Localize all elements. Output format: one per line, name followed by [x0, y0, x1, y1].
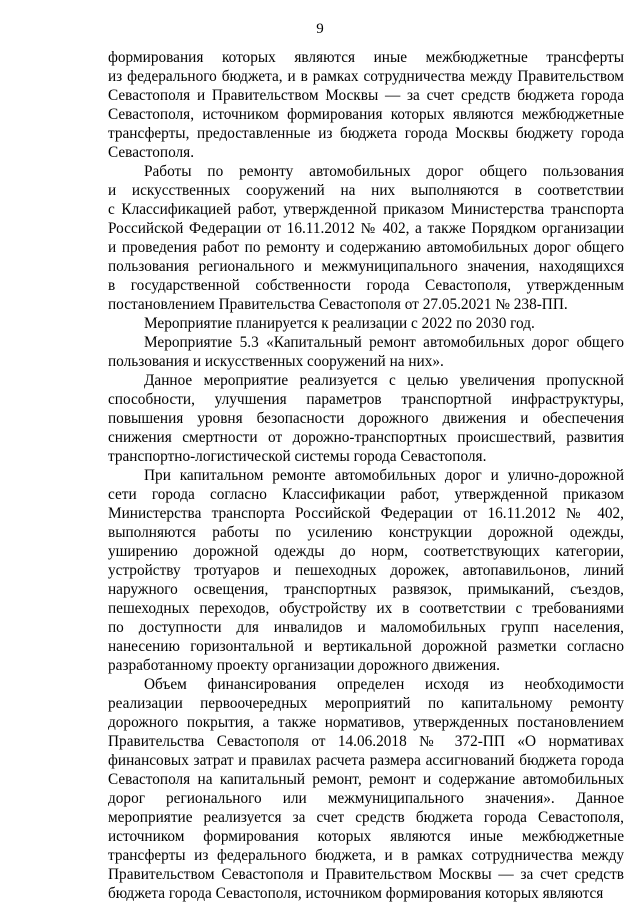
text-line: пешеходных переходов, обустройству их в соответствии с требованиями [108, 600, 624, 617]
page-number: 9 [316, 21, 324, 37]
text-line: способности, улучшения параметров транспортной инфраструктуры, [108, 391, 624, 408]
document-body [108, 48, 624, 903]
text-line: Правительства Севастополя от 14.06.2018 № 372-ПП «О нормативах [108, 733, 624, 750]
text-line: в государственной собственности города Севастополя, утвержденным [108, 277, 624, 294]
text-line: Мероприятие планируется к реализации с 2022 по 2030 год. [144, 315, 535, 332]
text-line: мероприятие реализуется за счет средств бюджета города Севастополя, [108, 809, 624, 826]
text-line: Севастополя и Правительством Москвы — за счет средств бюджета города [108, 87, 624, 104]
text-line: устройству тротуаров и пешеходных дорожек, автопавильонов, линий [108, 562, 624, 579]
text-line: Российской Федерации от 16.11.2012 № 402, а также Порядком организации [108, 220, 624, 237]
text-line: формирования которых являются иные межбюджетные трансферты [108, 49, 624, 66]
text-line: Севастополя, источником формирования которых являются межбюджетные [108, 106, 624, 123]
text-line: дорожного покрытия, а также нормативов, утвержденных постановлением [108, 714, 624, 731]
paragraph [108, 333, 624, 371]
text-line: и искусственных сооружений на них выполняются в соответствии [108, 182, 624, 199]
text-line: транспортно-логистической системы города Севастополя. [108, 448, 487, 465]
text-line: постановлением Правительства Севастополя от 27.05.2021 № 238-ПП. [108, 296, 568, 313]
paragraph [108, 48, 624, 162]
text-line: Правительством Севастополя и Правительством Москвы — за счет средств [108, 866, 624, 883]
text-line: источником формирования которых являются иные межбюджетные [108, 828, 624, 845]
text-line: повышения уровня безопасности дорожного движения и обеспечения [108, 410, 624, 427]
text-line: бюджета города Севастополя, источником формирования которых являются [108, 885, 604, 902]
text-line: пользования и искусственных сооружений на них». [108, 353, 444, 370]
text-line: финансовых затрат и правилах расчета размера ассигнований бюджета города [108, 752, 624, 769]
text-line: наружного освещения, транспортных развязок, примыканий, съездов, [108, 581, 624, 598]
text-line: Севастополя. [108, 144, 195, 161]
text-line: сети города согласно Классификации работ, утвержденной приказом [108, 486, 624, 503]
text-line: уширению дорожной одежды до норм, соответствующих категории, [108, 543, 624, 560]
text-line: и проведения работ по ремонту и содержанию автомобильных дорог общего [108, 239, 624, 256]
text-line: трансферты, предоставленные из бюджета города Москвы бюджету города [108, 125, 624, 142]
text-line: снижения смертности от дорожно-транспортных происшествий, развития [108, 429, 624, 446]
text-line: по доступности для инвалидов и маломобильных групп населения, [108, 619, 624, 636]
text-line: Мероприятие 5.3 «Капитальный ремонт автомобильных дорог общего [144, 334, 624, 351]
paragraph [108, 314, 624, 333]
text-line: При капитальном ремонте автомобильных дорог и улично-дорожной [144, 467, 624, 484]
text-line: с Классификацией работ, утвержденной приказом Министерства транспорта [108, 201, 624, 218]
text-line: из федерального бюджета, и в рамках сотрудничества между Правительством [108, 68, 624, 85]
text-line: трансферты из федерального бюджета, и в рамках сотрудничества между [108, 847, 624, 864]
text-line: реализации первоочередных мероприятий по капитальному ремонту [108, 695, 624, 712]
paragraph [108, 675, 624, 903]
text-line: Министерства транспорта Российской Федерации от 16.11.2012 № 402, [108, 505, 624, 522]
text-line: Объем финансирования определен исходя из необходимости [144, 676, 624, 693]
text-line: пользования регионального и межмуниципального значения, находящихся [108, 258, 624, 275]
text-line: разработанному проекту организации дорожного движения. [108, 657, 500, 674]
paragraph [108, 371, 624, 466]
text-line: Данное мероприятие реализуется с целью увеличения пропускной [144, 372, 624, 389]
paragraph [108, 466, 624, 675]
text-line: дорог регионального или межмуниципального значения». Данное [108, 790, 624, 807]
text-line: выполняются работы по усилению конструкции дорожной одежды, [108, 524, 624, 541]
paragraph [108, 162, 624, 314]
text-line: нанесению горизонтальной и вертикальной дорожной разметки согласно [108, 638, 624, 655]
text-line: Работы по ремонту автомобильных дорог общего пользования [144, 163, 624, 180]
text-line: Севастополя на капитальный ремонт, ремонт и содержание автомобильных [108, 771, 624, 788]
